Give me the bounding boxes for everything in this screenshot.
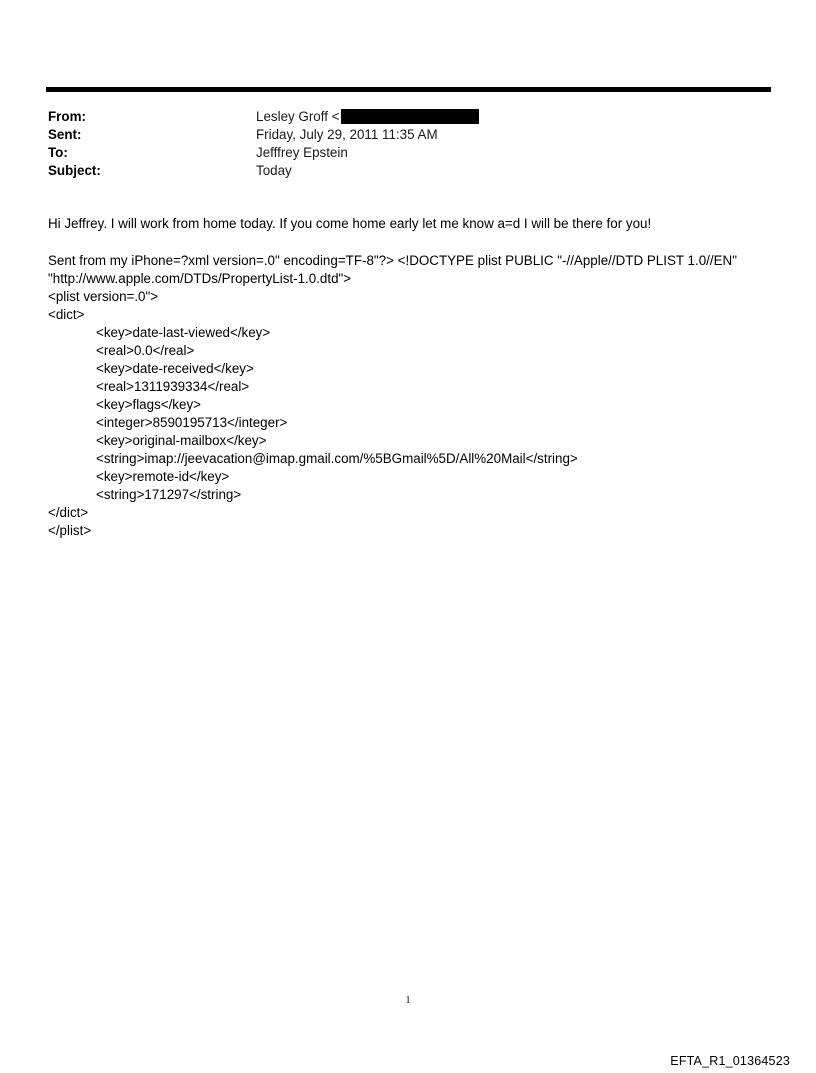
page-number: 1 xyxy=(405,995,411,1006)
plist-line: "http://www.apple.com/DTDs/PropertyList-1.0.dtd"> xyxy=(48,271,352,286)
plist-line: <string>171297</string> xyxy=(96,487,242,502)
subject-label: Subject: xyxy=(48,163,101,178)
plist-line: <plist version=.0"> xyxy=(48,289,159,304)
sent-value: Friday, July 29, 2011 11:35 AM xyxy=(256,127,438,142)
plist-line: </dict> xyxy=(48,505,89,520)
plist-line: <key>date-last-viewed</key> xyxy=(96,325,271,340)
plist-line: <key>remote-id</key> xyxy=(96,469,230,484)
subject-value: Today xyxy=(256,163,292,178)
plist-line: <dict> xyxy=(48,307,85,322)
plist-line: <string>imap://jeevacation@imap.gmail.com/%5BGmail%5D/All%20Mail</string> xyxy=(96,451,578,466)
to-label: To: xyxy=(48,145,68,160)
plist-line: Sent from my iPhone=?xml version=.0" encoding=TF-8"?> <!DOCTYPE plist PUBLIC "-//Apple//DTD PLIST 1.0//EN" xyxy=(48,253,737,268)
document-id: EFTA_R1_01364523 xyxy=(670,1054,790,1068)
from-label: From: xyxy=(48,109,86,124)
plist-line: <real>0.0</real> xyxy=(96,343,195,358)
sent-label: Sent: xyxy=(48,127,82,142)
plist-line: <key>date-received</key> xyxy=(96,361,254,376)
redaction-block xyxy=(341,109,479,124)
plist-line: <key>original-mailbox</key> xyxy=(96,433,267,448)
header-divider-rule xyxy=(46,87,771,92)
plist-line: </plist> xyxy=(48,523,92,538)
plist-line: <key>flags</key> xyxy=(96,397,201,412)
plist-line: <integer>8590195713</integer> xyxy=(96,415,288,430)
sender-name: Lesley Groff < xyxy=(256,109,340,124)
from-value xyxy=(256,108,479,125)
plist-line: <real>1311939334</real> xyxy=(96,379,250,394)
body-greeting: Hi Jeffrey. I will work from home today. If you come home early let me know a=d I will be there for you! xyxy=(48,216,652,231)
to-value: Jefffrey Epstein xyxy=(256,145,348,160)
